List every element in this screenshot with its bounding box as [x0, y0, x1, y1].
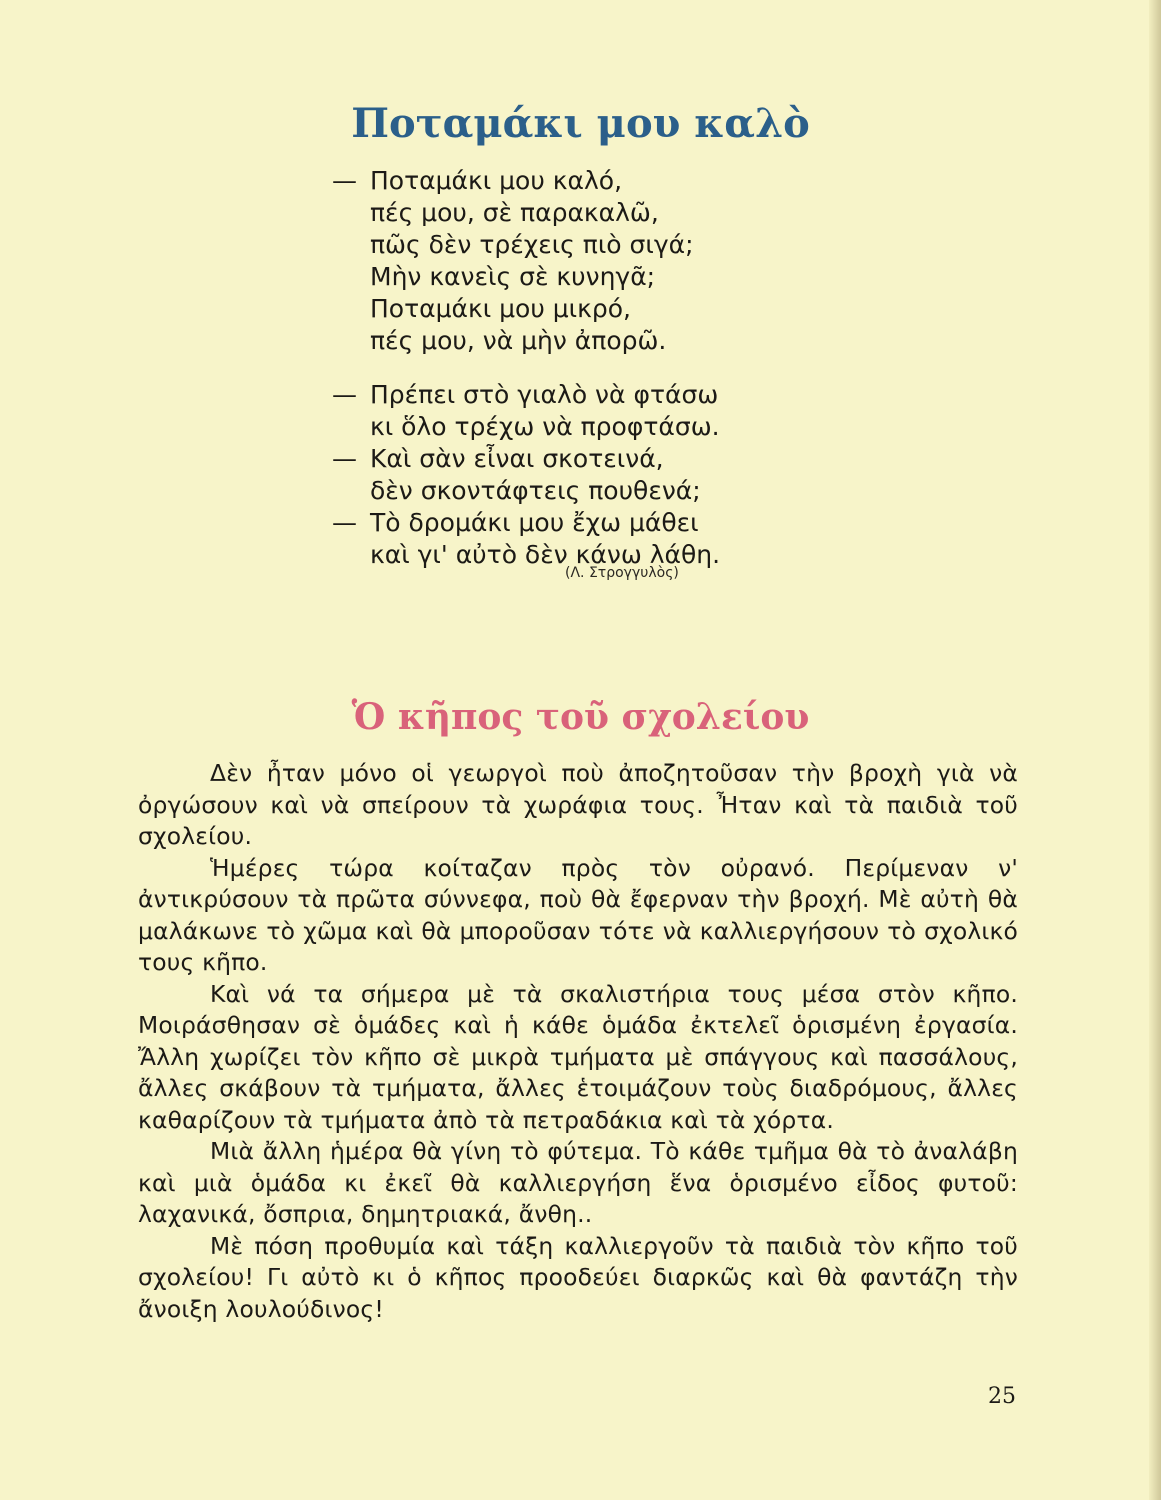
dialogue-dash: —: [332, 380, 357, 409]
poem-line: [332, 229, 892, 261]
poem-line-text: κι ὅλο τρέχω νὰ προφτάσω.: [370, 412, 720, 441]
poem-line-text: Ποταμάκι μου μικρό,: [370, 294, 631, 323]
poem-line: [332, 325, 892, 357]
poem-line: [332, 443, 892, 475]
poem-line-text: πές μου, σὲ παρακαλῶ,: [370, 198, 659, 227]
story-paragraph: Δὲν ἦταν μόνο οἱ γεωργοὶ ποὺ ἀποζητοῦσαν τὴν βροχὴ γιὰ νὰ ὀργώσουν καὶ νὰ σπείρουν τὰ χωράφια τους. Ἦταν καὶ τὰ παιδιὰ τοῦ σχολείου.: [138, 759, 1018, 850]
poem-line-text: καὶ γι' αὐτὸ δὲν κάνω λάθη.: [370, 540, 721, 569]
poem-verses: [332, 165, 892, 571]
poem-line-text: Τὸ δρομάκι μου ἔχω μάθει: [370, 508, 699, 537]
story-paragraph: Μὲ πόση προθυμία καὶ τάξη καλλιεργοῦν τὰ παιδιὰ τὸν κῆπο τοῦ σχολείου! Γι αὐτὸ κι ὁ κῆπος προοδεύει διαρκῶς καὶ θὰ φαντάζη τὴν ἄνοιξη λουλούδινος!: [138, 1231, 1018, 1323]
poem-line: [332, 197, 892, 229]
poem-line: [332, 475, 892, 507]
dialogue-dash: —: [332, 508, 357, 537]
poem-line: [332, 165, 892, 197]
story-paragraph: Ἡμέρες τώρα κοίταζαν πρὸς τὸν οὐρανό. Περίμεναν ν' ἀντικρύσουν τὰ πρῶτα σύννεφα, ποὺ θὰ ἔφερναν τὴν βροχή. Μὲ αὐτὴ θὰ μαλάκωνε τὸ χῶμα καὶ θὰ μποροῦσαν τότε νὰ καλλιεργήσουν τὸ σχολικό τους κῆπο.: [138, 853, 1018, 976]
story-paragraph: Μιὰ ἄλλη ἡμέρα θὰ γίνη τὸ φύτεμα. Τὸ κάθε τμῆμα θὰ τὸ ἀναλάβη καὶ μιὰ ὁμάδα κι ἐκεῖ θὰ καλλιεργήση ἕνα ὁρισμένο εἶδος φυτοῦ: λαχανικά, ὄσπρια, δημητριακά, ἄνθη..: [138, 1137, 1018, 1228]
stanza-break: [332, 357, 892, 379]
poem-line-text: Καὶ σὰν εἶναι σκοτεινά,: [370, 444, 664, 473]
poem-line-text: δὲν σκοντάφτεις πουθενά;: [370, 476, 701, 505]
story-paragraph: Καὶ νά τα σήμερα μὲ τὰ σκαλιστήρια τους μέσα στὸν κῆπο. Μοιράσθησαν σὲ ὁμάδες καὶ ἡ κάθε ὁμάδα ἐκτελεῖ ὁρισμένη ἐργασία. Ἄλλη χωρίζει τὸν κῆπο σὲ μικρὰ τμήματα μὲ σπάγγους καὶ πασσάλους, ἄλλες σκάβουν τὰ τμήματα, ἄλλες ἑτοιμάζουν τοὺς διαδρόμους, ἄλλες καθαρίζουν τὰ τμήματα ἀπὸ τὰ πετραδάκια καὶ τὰ χόρτα.: [138, 979, 1018, 1134]
page-edge: [1149, 0, 1161, 1500]
poem-line: [332, 379, 892, 411]
dialogue-dash: —: [332, 166, 357, 195]
poem-line-text: Μὴν κανεὶς σὲ κυνηγᾶ;: [370, 262, 656, 291]
poem-line: [332, 411, 892, 443]
poem-line-text: πῶς δὲν τρέχεις πιὸ σιγά;: [370, 230, 694, 259]
dialogue-dash: —: [332, 444, 357, 473]
poem-line: [332, 261, 892, 293]
poem-line-text: Ποταμάκι μου καλό,: [370, 166, 623, 195]
poem-line: [332, 293, 892, 325]
story-title: Ὁ κῆπος τοῦ σχολείου: [351, 696, 810, 738]
story-body: [138, 758, 1018, 1325]
poem-line: [332, 507, 892, 539]
poem-title: Ποταμάκι μου καλὸ: [351, 100, 810, 147]
poem-line-text: πές μου, νὰ μὴν ἀπορῶ.: [370, 326, 667, 355]
poem-line-text: Πρέπει στὸ γιαλὸ νὰ φτάσω: [370, 380, 719, 409]
poem-author: (Λ. Στρογγυλὸς): [565, 565, 679, 581]
page-number: 25: [988, 1384, 1016, 1409]
